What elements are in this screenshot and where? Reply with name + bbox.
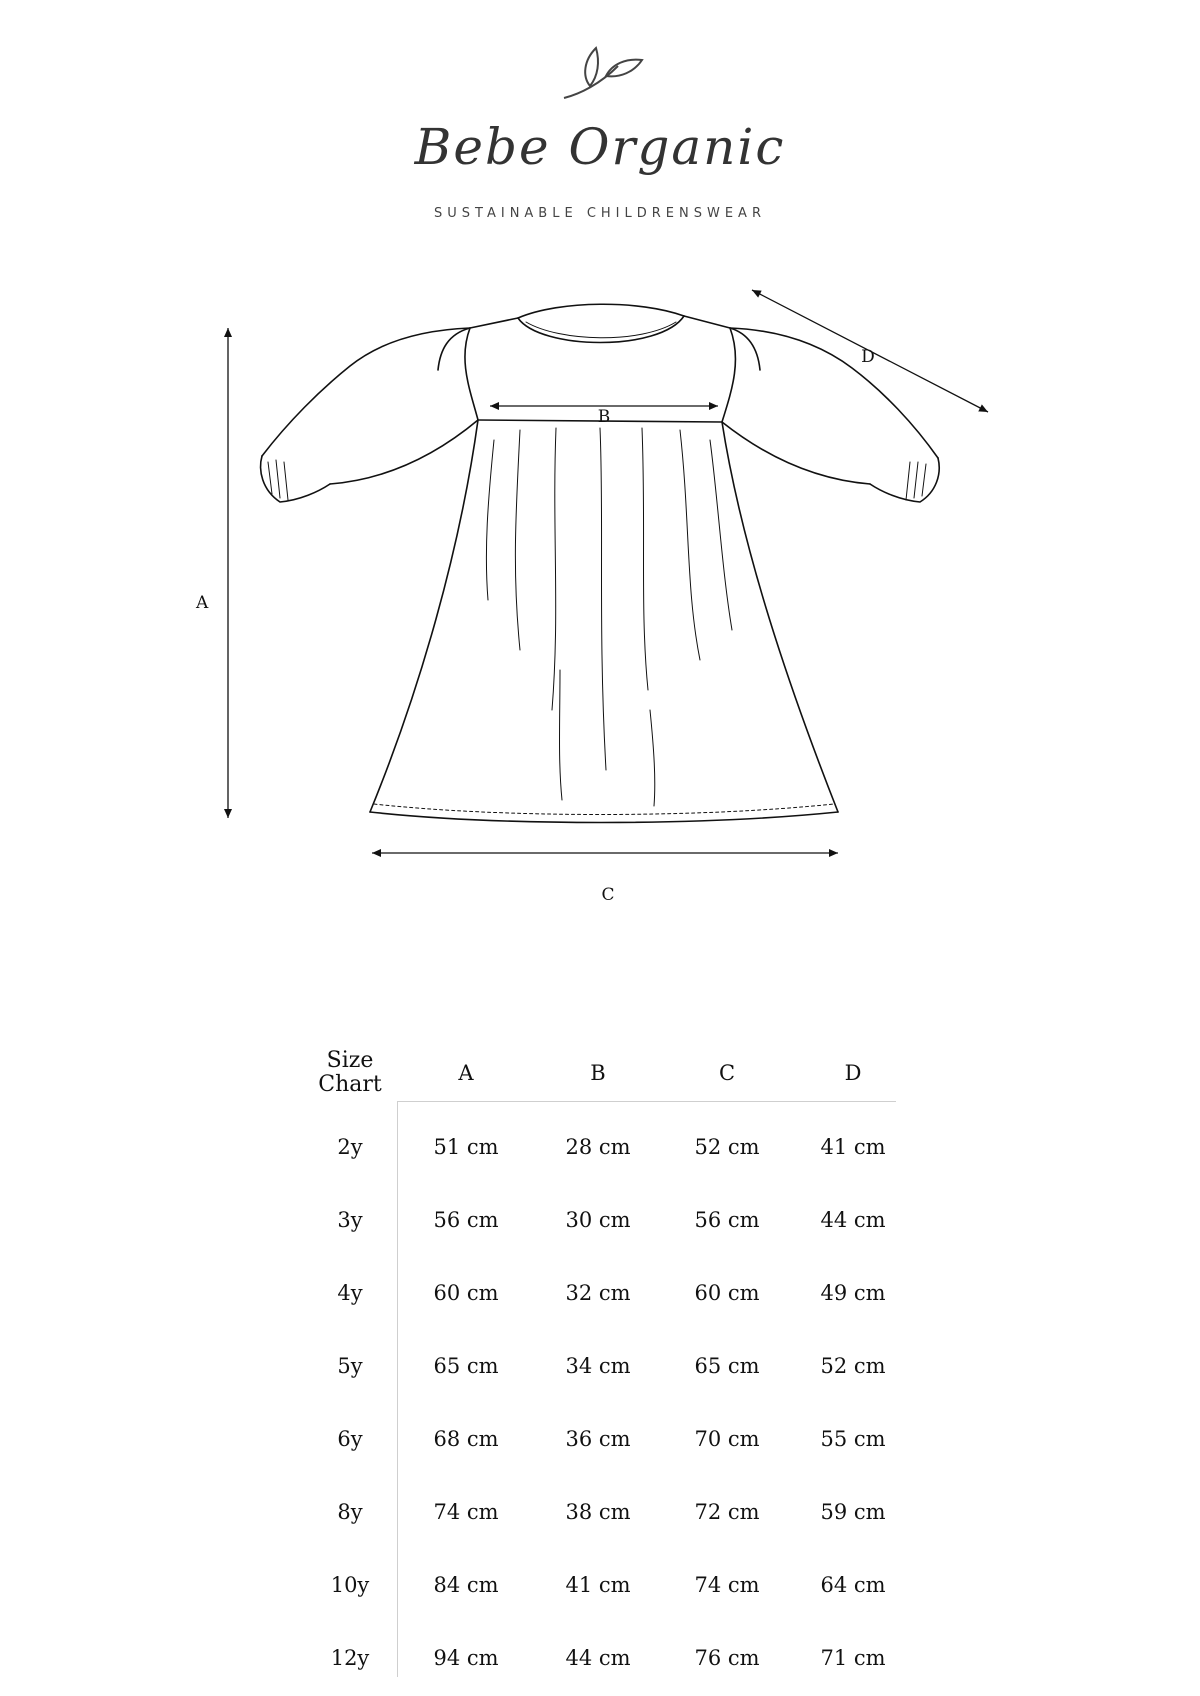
cell-a: 56 cm bbox=[433, 1207, 499, 1232]
table-row bbox=[300, 1329, 916, 1402]
measure-c-label: C bbox=[601, 885, 615, 905]
row-size: 12y bbox=[330, 1645, 370, 1670]
garment-diagram bbox=[0, 270, 1200, 990]
table-row bbox=[300, 1256, 916, 1329]
column-header-a: A bbox=[458, 1061, 474, 1085]
row-size: 6y bbox=[337, 1426, 363, 1451]
cell-b: 32 cm bbox=[565, 1280, 631, 1305]
cell-a: 94 cm bbox=[433, 1645, 499, 1670]
table-row bbox=[300, 1110, 916, 1183]
leaf-logo-icon bbox=[560, 36, 650, 106]
cell-a: 68 cm bbox=[433, 1426, 499, 1451]
row-size: 2y bbox=[337, 1134, 363, 1159]
cell-d: 71 cm bbox=[820, 1645, 886, 1670]
cell-c: 52 cm bbox=[694, 1134, 760, 1159]
cell-d: 52 cm bbox=[820, 1353, 886, 1378]
cell-a: 60 cm bbox=[433, 1280, 499, 1305]
cell-c: 56 cm bbox=[694, 1207, 760, 1232]
corner-line-2: Chart bbox=[318, 1072, 382, 1097]
row-size: 10y bbox=[330, 1572, 370, 1597]
cell-d: 59 cm bbox=[820, 1499, 886, 1524]
measure-b-label: B bbox=[597, 407, 611, 427]
cell-b: 38 cm bbox=[565, 1499, 631, 1524]
table-row bbox=[300, 1621, 916, 1694]
table-row bbox=[300, 1475, 916, 1548]
cell-d: 49 cm bbox=[820, 1280, 886, 1305]
row-size: 3y bbox=[337, 1207, 363, 1232]
table-header-row bbox=[300, 1036, 916, 1110]
size-chart-table bbox=[300, 1036, 916, 1694]
cell-a: 65 cm bbox=[433, 1353, 499, 1378]
cell-b: 28 cm bbox=[565, 1134, 631, 1159]
table-row bbox=[300, 1548, 916, 1621]
table-row bbox=[300, 1183, 916, 1256]
column-header-d: D bbox=[844, 1061, 862, 1085]
cell-b: 41 cm bbox=[565, 1572, 631, 1597]
cell-c: 65 cm bbox=[694, 1353, 760, 1378]
measure-a-label: A bbox=[196, 593, 209, 613]
cell-c: 76 cm bbox=[694, 1645, 760, 1670]
cell-b: 44 cm bbox=[565, 1645, 631, 1670]
cell-c: 60 cm bbox=[694, 1280, 760, 1305]
row-size: 4y bbox=[337, 1280, 363, 1305]
cell-d: 64 cm bbox=[820, 1572, 886, 1597]
cell-a: 74 cm bbox=[433, 1499, 499, 1524]
cell-a: 84 cm bbox=[433, 1572, 499, 1597]
cell-c: 70 cm bbox=[694, 1426, 760, 1451]
cell-d: 55 cm bbox=[820, 1426, 886, 1451]
row-size: 8y bbox=[337, 1499, 363, 1524]
cell-d: 44 cm bbox=[820, 1207, 886, 1232]
corner-line-1: Size bbox=[326, 1048, 374, 1073]
cell-b: 30 cm bbox=[565, 1207, 631, 1232]
brand-name: Bebe Organic bbox=[414, 118, 786, 176]
brand-tagline: SUSTAINABLE CHILDRENSWEAR bbox=[434, 206, 766, 221]
cell-b: 36 cm bbox=[565, 1426, 631, 1451]
cell-c: 74 cm bbox=[694, 1572, 760, 1597]
column-header-c: C bbox=[718, 1061, 736, 1085]
size-chart-corner bbox=[300, 1036, 400, 1110]
cell-c: 72 cm bbox=[694, 1499, 760, 1524]
brand-logo bbox=[0, 0, 1200, 240]
cell-a: 51 cm bbox=[433, 1134, 499, 1159]
cell-d: 41 cm bbox=[820, 1134, 886, 1159]
table-row bbox=[300, 1402, 916, 1475]
cell-b: 34 cm bbox=[565, 1353, 631, 1378]
row-size: 5y bbox=[337, 1353, 363, 1378]
measure-d-label: D bbox=[861, 347, 875, 367]
dress-illustration bbox=[0, 270, 1200, 990]
column-header-b: B bbox=[590, 1061, 606, 1085]
